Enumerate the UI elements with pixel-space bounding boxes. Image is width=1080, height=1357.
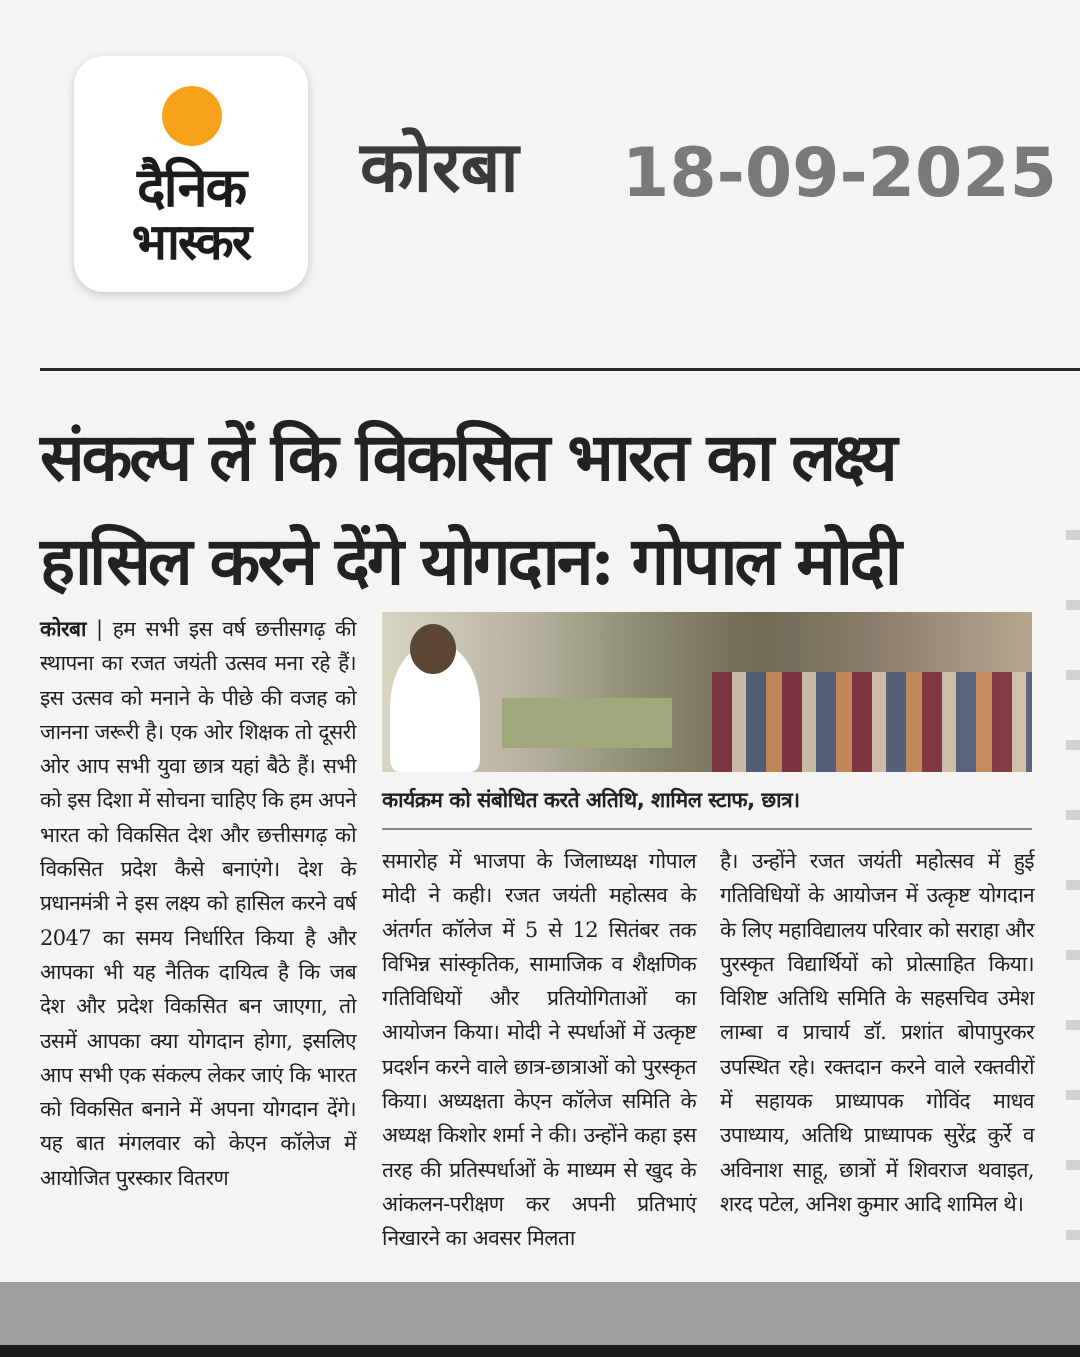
headline bbox=[40, 405, 1040, 613]
masthead bbox=[0, 0, 1080, 360]
speaker-head bbox=[410, 624, 456, 674]
headline-line2: हासिल करने देंगे योगदान: गोपाल मोदी bbox=[40, 522, 899, 600]
article-column-1: कोरबा | हम सभी इस वर्ष छत्तीसगढ़ की स्थापना का रजत जयंती उत्सव मना रहे हैं। इस उत्सव को मनाने के पीछे की वजह को जानना जरूरी है। एक ओर शिक्षक तो दूसरी ओर आप सभी युवा छात्र यहां बैठे हैं। सभी को इस दिशा में सोचना चाहिए कि हम अपने भारत को विकसित देश और छत्तीसगढ़ को विकसित प्रदेश कैसे बनाएंगे। देश के प्रधानमंत्री ने इस लक्ष्य को हासिल करने वर्ष 2047 का समय निर्धारित किया है और आपका भी यह नैतिक दायित्व है कि जब देश और प्रदेश विकसित बन जाएगा, तो उसमें आपका क्या योगदान होगा, इसलिए आप सभी एक संकल्प लेकर जाएं कि भारत को विकसित बनाने में अपना योगदान देंगे। यह बात मंगलवार को केएन कॉलेज में आयोजित पुरस्कार वितरण bbox=[40, 616, 356, 1190]
dais-table bbox=[502, 698, 672, 748]
caption-rule bbox=[382, 828, 1032, 830]
sun-icon bbox=[162, 86, 222, 146]
edition-city: कोरबा bbox=[360, 126, 519, 208]
top-rule bbox=[40, 368, 1080, 371]
logo-text-line2: भास्कर bbox=[131, 213, 251, 271]
audience bbox=[712, 672, 1032, 772]
event-photo bbox=[382, 612, 1032, 772]
photo-caption: कार्यक्रम को संबोधित करते अतिथि, शामिल स्टाफ, छात्र। bbox=[382, 788, 800, 812]
article-column-1-text: हम सभी इस वर्ष छत्तीसगढ़ की स्थापना का रजत जयंती उत्सव मना रहे हैं। इस उत्सव को मनाने के पीछे की वजह को जानना जरूरी है। एक ओर शिक्षक तो दूसरी ओर आप सभी युवा छात्र यहां बैठे हैं। सभी को इस दिशा में सोचना चाहिए कि हम अपने भारत को विकसित देश और छत्तीसगढ़ को विकसित प्रदेश कैसे बनाएंगे। देश के प्रधानमंत्री ने इस लक्ष्य को हासिल करने वर्ष 2047 का समय निर्धारित किया है और आपका भी यह नैतिक दायित्व है कि जब देश और प्रदेश विकसित बन जाएगा, तो उसमें आपका क्या योगदान होगा, इसलिए आप सभी एक संकल्प लेकर जाएं कि भारत को विकसित बनाने में अपना योगदान देंगे। यह बात मंगलवार को केएन कॉलेज में आयोजित पुरस्कार वितरण bbox=[40, 617, 356, 1190]
article-column-2: समारोह में भाजपा के जिलाध्यक्ष गोपाल मोदी ने कही। रजत जयंती महोत्सव के अंतर्गत कॉलेज में 5 से 12 सितंबर तक विभिन्न सांस्कृतिक, सामाजिक व शैक्षणिक गतिविधियों और प्रतियोगिताओं का आयोजन किया। मोदी ने स्पर्धाओं में उत्कृष्ट प्रदर्शन करने वाले छात्र-छात्राओं को पुरस्कृत किया। अध्यक्षता केएन कॉलेज समिति के अध्यक्ष किशोर शर्मा ने की। उन्होंने कहा इस तरह की प्रतिस्पर्धाओं के माध्यम से खुद के आंकलन-परीक्षण कर अपनी प्रतिभाएं निखारने का अवसर मिलता bbox=[382, 849, 696, 1251]
logo-text-line1: दैनिक bbox=[136, 156, 246, 219]
bottom-strip bbox=[0, 1345, 1080, 1357]
adjacent-article-edge bbox=[1066, 500, 1080, 1280]
dateline: कोरबा bbox=[40, 616, 86, 641]
article-column-3: है। उन्होंने रजत जयंती महोत्सव में हुई गतिविधियों के आयोजन में उत्कृष्ट योगदान के लिए महाविद्यालय परिवार को सराहा और पुरस्कृत विद्यार्थियों को प्रोत्साहित किया। विशिष्ट अतिथि समिति के सहसचिव उमेश लाम्बा व प्राचार्य डॉ. प्रशांत बोपापुरकर उपस्थित रहे। रक्तदान करने वाले रक्तवीरों में सहायक प्राध्यापक गोविंद माधव उपाध्याय, अतिथि प्राध्यापक सुरेंद्र कुर्रे व अविनाश साहू, छात्रों में शिवराज थवाइत, शरद पटेल, अनिश कुमार आदि शामिल थे। bbox=[720, 849, 1034, 1216]
dainik-bhaskar-logo bbox=[74, 56, 308, 292]
headline-line1: संकल्प लें कि विकसित भारत का लक्ष्य bbox=[40, 418, 895, 496]
edition-date: 18-09-2025 bbox=[622, 134, 1057, 213]
